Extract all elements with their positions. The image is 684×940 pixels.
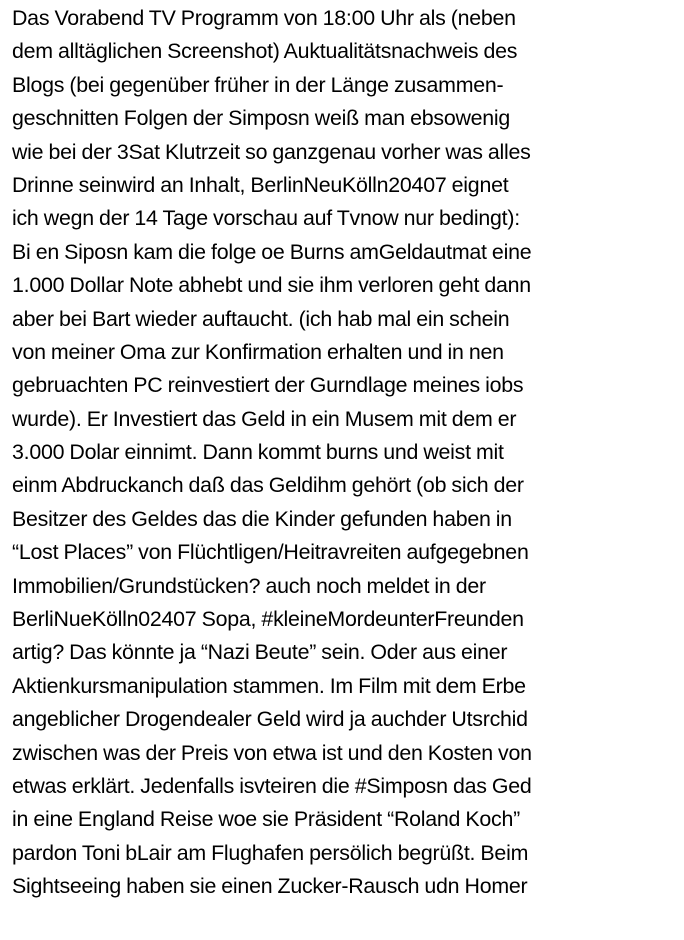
text-line: 3.000 Dolar einnimt. Dann kommt burns und weist mit	[12, 440, 504, 465]
text-line: artig? Das könnte ja “Nazi Beute” sein. Oder aus einer	[12, 640, 508, 665]
text-line: Besitzer des Geldes das die Kinder gefunden haben in	[12, 506, 512, 531]
text-line: etwas erklärt. Jedenfalls isvteiren die #Simposn das Ged	[12, 773, 532, 798]
text-line: in eine England Reise woe sie Präsident “Roland Koch”	[12, 807, 520, 832]
text-line: einm Abdruckanch daß das Geldihm gehört (ob sich der	[12, 473, 524, 498]
text-line: dem alltäglichen Screenshot) Auktualitätsnachweis des	[12, 39, 518, 64]
text-line: geschnitten Folgen der Simposn weiß man ebsowenig	[12, 106, 511, 131]
text-line: Das Vorabend TV Programm von 18:00 Uhr als (neben	[12, 6, 516, 30]
text-line: BerliNueKölln02407 Sopa, #kleineMordeunterFreunden	[12, 607, 524, 632]
text-line: aber bei Bart wieder auftaucht. (ich hab mal ein schein	[12, 306, 510, 331]
text-line: Sightseeing haben sie einen Zucker-Rausch udn Homer	[12, 874, 528, 899]
text-line: von meiner Oma zur Konfirmation erhalten und in nen	[12, 339, 504, 364]
text-line: pardon Toni bLair am Flughafen persölich begrüßt. Beim	[12, 840, 529, 865]
text-line: wurde). Er Investiert das Geld in ein Musem mit dem er	[12, 406, 517, 431]
text-line: ich wegn der 14 Tage vorschau auf Tvnow nur bedingt):	[12, 206, 520, 231]
text-line: gebruachten PC reinvestiert der Gurndlage meines iobs	[12, 373, 524, 398]
text-line: Drinne seinwird an Inhalt, BerlinNeuKölln20407 eignet	[12, 172, 509, 197]
text-line: “Lost Places” von Flüchtligen/Heitravreiten aufgegebnen	[12, 540, 529, 565]
body-text	[12, 2, 684, 904]
text-line: 1.000 Dollar Note abhebt und sie ihm verloren geht dann	[12, 273, 531, 298]
text-line: Aktienkursmanipulation stammen. Im Film mit dem Erbe	[12, 673, 526, 698]
text-line: angeblicher Drogendealer Geld wird ja auchder Utsrchid	[12, 707, 528, 732]
text-line: Bi en Siposn kam die folge oe Burns amGeldautmat eine	[12, 239, 532, 264]
text-line: Immobilien/Grundstücken? auch noch meldet in der	[12, 573, 486, 598]
text-line: zwischen was der Preis von etwa ist und den Kosten von	[12, 740, 532, 765]
text-line: Blogs (bei gegenüber früher in der Länge zusammen-	[12, 72, 504, 97]
text-line: wie bei der 3Sat Klutrzeit so ganzgenau vorher was alles	[12, 139, 531, 164]
